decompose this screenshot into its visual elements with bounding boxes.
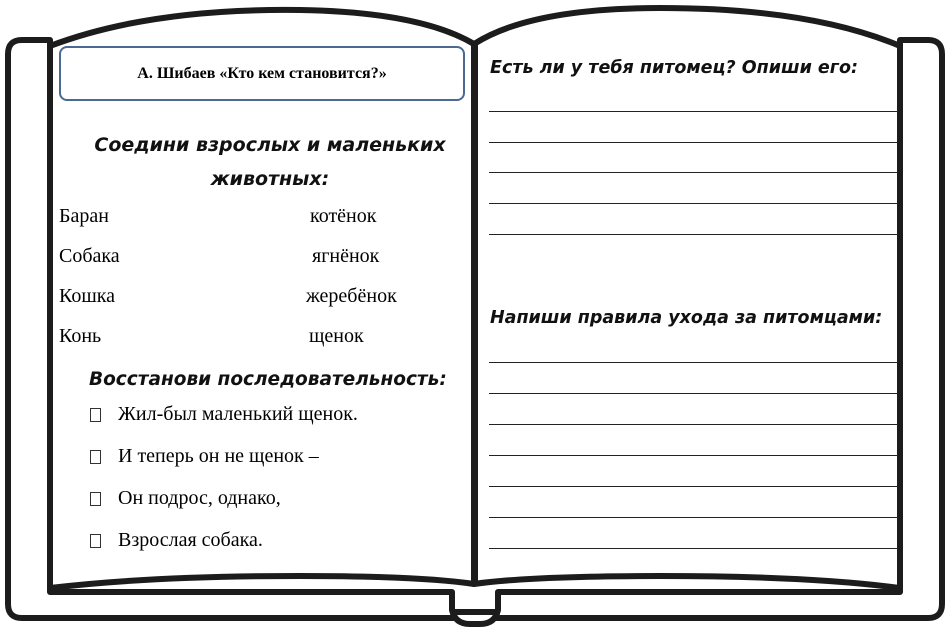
sequence-item-text: И теперь он не щенок – xyxy=(118,445,319,467)
answer-line[interactable] xyxy=(489,517,898,518)
baby-animal: ягнёнок xyxy=(312,245,380,267)
answer-line[interactable] xyxy=(489,393,898,394)
adult-animal: Баран xyxy=(59,205,109,227)
answer-line[interactable] xyxy=(489,234,898,235)
sequence-item xyxy=(90,529,263,552)
adult-animal: Конь xyxy=(59,325,102,347)
sequence-item-text: Взрослая собака. xyxy=(118,529,263,551)
answer-line[interactable] xyxy=(489,142,898,143)
pet-question: Есть ли у тебя питомец? Опиши его: xyxy=(490,58,858,78)
answer-line[interactable] xyxy=(489,424,898,425)
match-task-heading: Соедини взрослых и маленьких животных: xyxy=(94,134,446,190)
title-box xyxy=(59,46,465,101)
baby-animal: котёнок xyxy=(310,205,377,227)
answer-line[interactable] xyxy=(489,548,898,549)
answer-line[interactable] xyxy=(489,362,898,363)
baby-animal: щенок xyxy=(309,325,364,347)
answer-line[interactable] xyxy=(489,486,898,487)
book-title: А. Шибаев «Кто кем становится?» xyxy=(137,64,387,82)
checkbox[interactable] xyxy=(90,534,101,548)
sequence-item xyxy=(90,403,358,426)
checkbox[interactable] xyxy=(90,492,101,506)
checkbox[interactable] xyxy=(90,408,101,422)
baby-animal: жеребёнок xyxy=(306,285,397,307)
adult-animal: Кошка xyxy=(59,285,116,307)
answer-line[interactable] xyxy=(489,203,898,204)
sequence-item xyxy=(90,487,281,510)
adult-animal: Собака xyxy=(59,245,120,267)
sequence-item-text: Жил-был маленький щенок. xyxy=(118,403,358,425)
answer-line[interactable] xyxy=(489,111,898,112)
answer-line[interactable] xyxy=(489,455,898,456)
rules-question: Напиши правила ухода за питомцами: xyxy=(490,308,883,328)
sequence-item-text: Он подрос, однако, xyxy=(118,487,281,509)
sequence-item xyxy=(90,445,319,468)
sequence-task-heading: Восстанови последовательность: xyxy=(89,369,447,390)
checkbox[interactable] xyxy=(90,450,101,464)
answer-line[interactable] xyxy=(489,172,898,173)
